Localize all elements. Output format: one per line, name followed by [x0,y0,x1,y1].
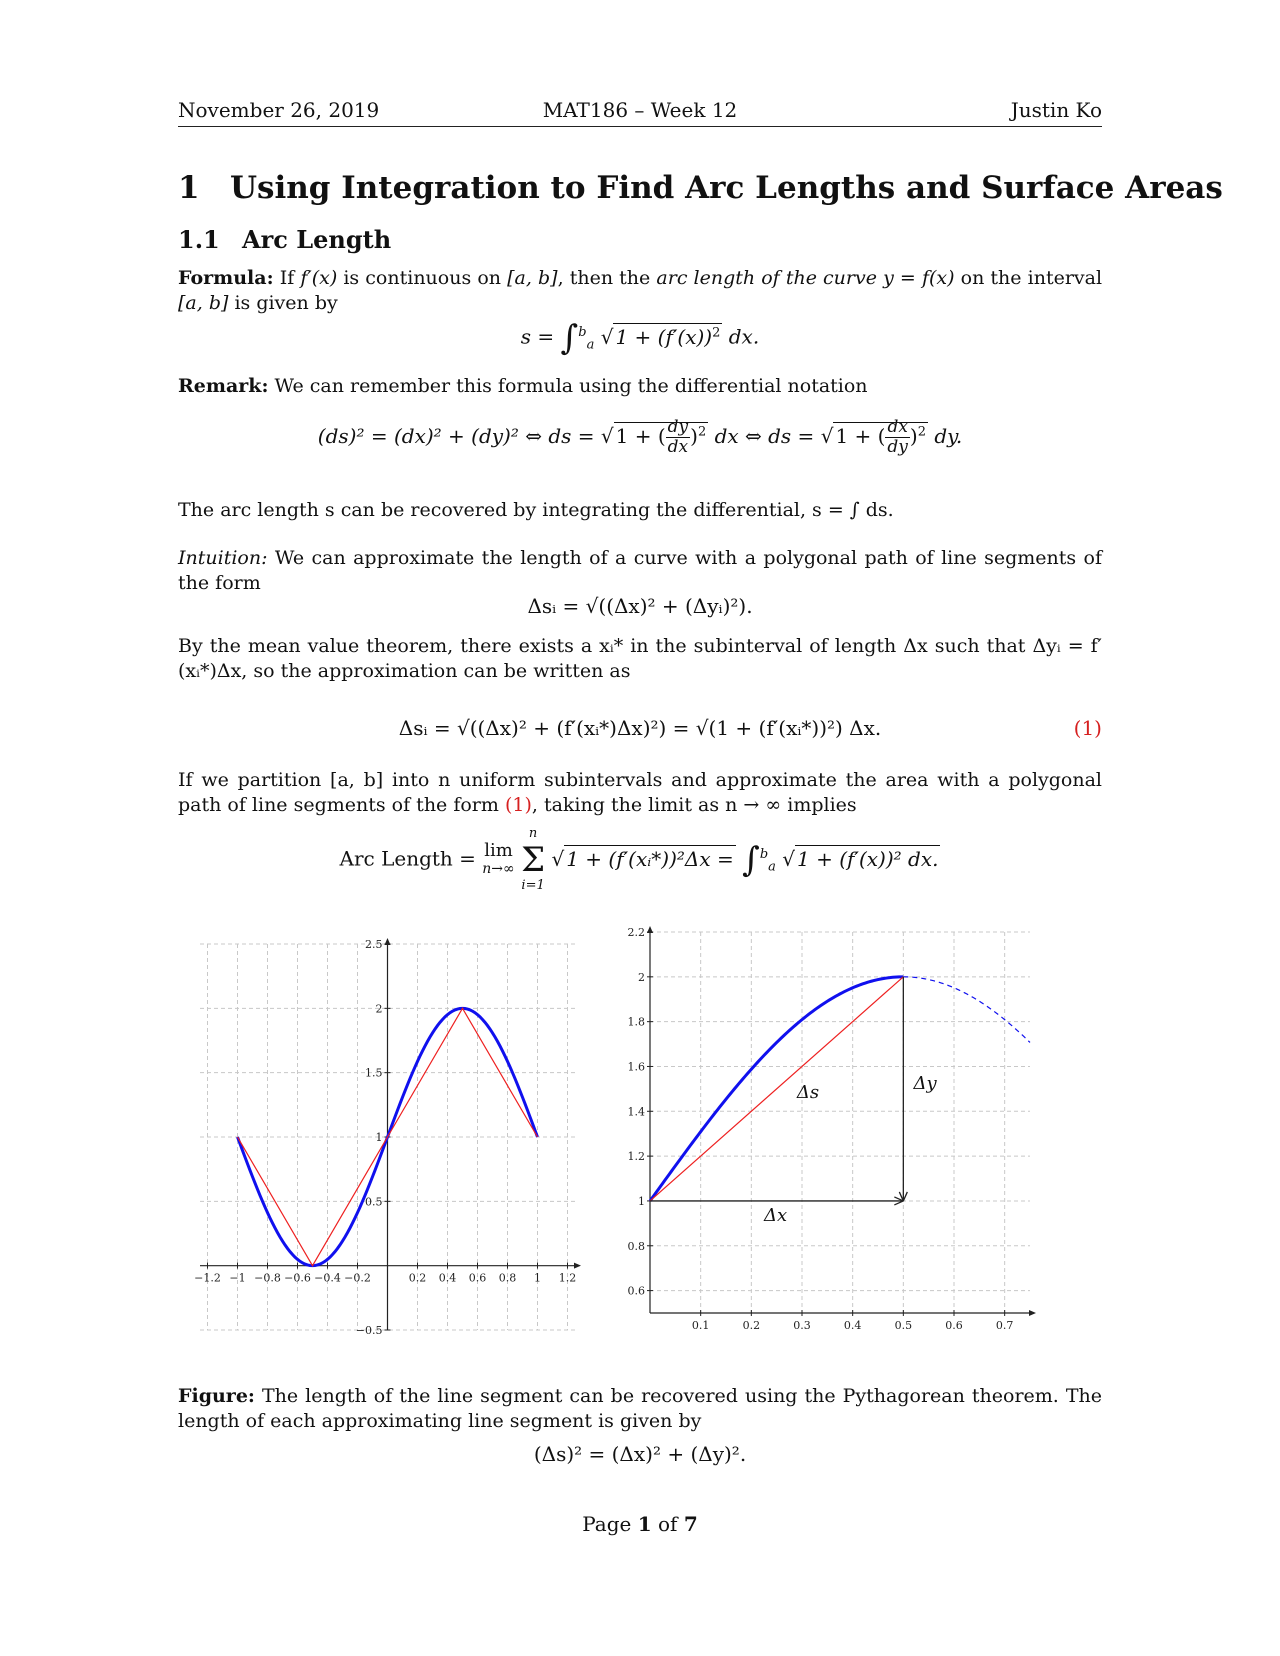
x-axis-arrow-icon [574,1263,581,1269]
delta-s-label: Δs [796,1081,820,1103]
pythagorean-equation: (Δs)² = (Δx)² + (Δy)². [533,1442,747,1466]
curve-extension-line [903,977,1030,1043]
subsection-title: Arc Length [242,225,392,254]
arc-length-formula: s = ∫$^b_a$ √ $1 + (f'(x))^2$ dx. [520,318,760,358]
approximation-equation: Δsᵢ = √((Δx)² + (f′(xᵢ*)Δx)²) = √(1 + (f′(xᵢ*))²) Δx. [398,716,882,740]
right-chart-axes [647,926,1036,1316]
footer-page-number: 1 [637,1512,652,1536]
formula-label: Formula: [178,267,274,289]
right-chart-series [650,977,1030,1201]
remark-paragraph [178,374,1102,399]
formula-text: , then the [557,267,651,289]
x-tick-label: 0.8 [498,1271,517,1285]
sum-top: n [528,826,538,841]
recover-text: The arc length s can be recovered by integrating the differential, s = ∫ ds. [178,499,894,521]
diff-eq-mid: dx ⇔ ds = [714,424,815,448]
arc-length-limit-equation: Arc Length = lim n→∞ n Σ i=1 √ 1 + (f′(xᵢ*))²Δx = ∫$^b_a$ √ 1 + (f′(x))² dx. [339,826,939,893]
y-tick-label: 1 [375,1131,383,1144]
lim-subscript: n→∞ [482,861,515,877]
mvt-paragraph: By the mean value theorem, there exists a xᵢ* in the subinterval of length Δx such that Δyᵢ = f′(xᵢ*)Δx, so the approximation can be written as [178,635,1102,682]
x-tick-label: −0.2 [344,1271,371,1285]
formula-fprime: f′(x) [300,267,338,289]
right-chart [627,920,1100,1360]
header-rule [178,126,1102,127]
header-date: November 26, 2019 [178,98,380,122]
lim-word: lim [484,840,513,861]
x-tick-label: −1 [229,1271,246,1285]
subsection-heading [178,225,391,254]
y-tick-label: 2.5 [365,938,383,951]
formula-paragraph [178,266,1102,316]
x-tick-label: 0.7 [995,1319,1014,1332]
subsection-number: 1.1 [178,225,220,254]
x-tick-label: 0.2 [408,1271,427,1285]
partition-paragraph [178,768,1102,818]
formula-interval: [a, b] [507,267,558,289]
remark-text: We can remember this formula using the differential notation [274,375,868,397]
x-tick-label: 0.4 [843,1319,862,1332]
remark-label: Remark: [178,375,269,397]
partition-text: , taking the limit as n → ∞ implies [531,794,857,816]
y-tick-label: 0.5 [365,1195,383,1209]
formula-text: is continuous on [343,267,501,289]
delta-y-label: Δy [913,1072,937,1094]
diff-eq-end: dy. [934,424,963,448]
x-axis-arrow-icon [1029,1310,1036,1316]
y-tick-label: 1.4 [627,1105,645,1119]
secant-line [650,977,903,1201]
section-number: 1 [178,170,200,206]
x-tick-label: 0.4 [438,1271,457,1285]
header-course: MAT186 – Week 12 [542,98,738,122]
y-tick-label: 2.2 [627,926,645,939]
page-footer [0,1512,1280,1536]
x-tick-label: 0.5 [894,1319,913,1332]
y-tick-label: 0.6 [627,1284,645,1298]
y-tick-label: 2 [638,970,645,984]
x-tick-label: 1 [534,1271,541,1285]
equation-tag: (1) [1073,716,1102,740]
eq-body: 1 + (f′(x)) [615,324,713,349]
segment-equation: Δsᵢ = √((Δx)² + (Δyᵢ)²). [527,594,753,618]
right-chart-annotations [650,977,937,1226]
differential-equation: (ds)² = (dx)² + (dy)² ⇔ ds = √ 1 + ( $\frac{dy}{dx}$ )$^2$ dx ⇔ ds = √ 1 + ( $\frac{dx}{dy}$ )$^2$ dy. [317,417,963,457]
figure-caption [178,1384,1102,1434]
x-tick-label: −0.6 [284,1271,311,1285]
footer-total-pages: 7 [683,1512,698,1536]
arc-mid: 1 + (f′(xᵢ*))²Δx = [566,846,734,871]
y-tick-label: 1 [638,1194,645,1208]
x-tick-label: −0.8 [254,1271,281,1285]
eq-tail: dx. [728,324,760,349]
x-tick-label: 0.2 [742,1319,761,1332]
x-tick-label: 0.6 [468,1271,487,1285]
intuition-text: We can approximate the length of a curve with a polygonal path of line segments of the form [178,547,1102,594]
x-tick-label: 0.1 [691,1319,710,1332]
formula-interval: [a, b] [178,292,229,314]
y-tick-label: 1.2 [627,1150,645,1164]
x-tick-label: 0.3 [793,1319,811,1332]
figure-caption-text: The length of the line segment can be recovered using the Pythagorean theorem. The length of each approximating line segment is given by [178,1385,1103,1432]
left-chart [190,930,610,1350]
diff-eq-start: (ds)² = (dx)² + (dy)² ⇔ ds = [317,424,595,448]
footer-of-word: of [658,1512,678,1536]
partition-text: If we partition [a, b] into n uniform subintervals and approximate the area with a polygonal path of line segments of the form [178,769,1102,816]
header-author: Justin Ko [1010,98,1102,122]
y-tick-label: 1.5 [365,1066,383,1080]
formula-emphasis: arc length of the curve [656,267,877,289]
formula-text: is given by [234,292,338,314]
arc-end: 1 + (f′(x))² dx. [797,846,939,871]
section-title: Using Integration to Find Arc Lengths and Surface Areas [230,170,1223,206]
x-tick-label: −0.4 [314,1271,341,1285]
delta-x-label: Δx [764,1205,788,1227]
sum-bottom: i=1 [521,878,545,893]
formula-text: If [279,267,295,289]
y-tick-label: 0.8 [627,1239,645,1253]
intuition-label: Intuition: [178,547,268,569]
y-tick-label: 1.8 [627,1015,645,1029]
right-chart-ticks [628,926,1014,1332]
arc-label: Arc Length = [339,846,476,871]
section-heading [178,170,1223,206]
formula-text: on the interval [960,267,1103,289]
x-tick-label: −1.2 [194,1271,221,1285]
formula-curve: y = f(x) [883,267,955,289]
equation-reference-link[interactable]: (1) [504,794,532,816]
y-tick-label: −0.5 [355,1324,383,1337]
x-tick-label: 1.2 [558,1271,577,1285]
footer-page-word: Page [582,1512,632,1536]
eq-lhs: s = [520,324,555,349]
intuition-paragraph [178,546,1102,596]
y-tick-label: 2 [375,1002,383,1016]
y-tick-label: 1.6 [627,1060,645,1074]
figure-label: Figure: [178,1385,255,1407]
x-tick-label: 0.6 [945,1319,963,1332]
